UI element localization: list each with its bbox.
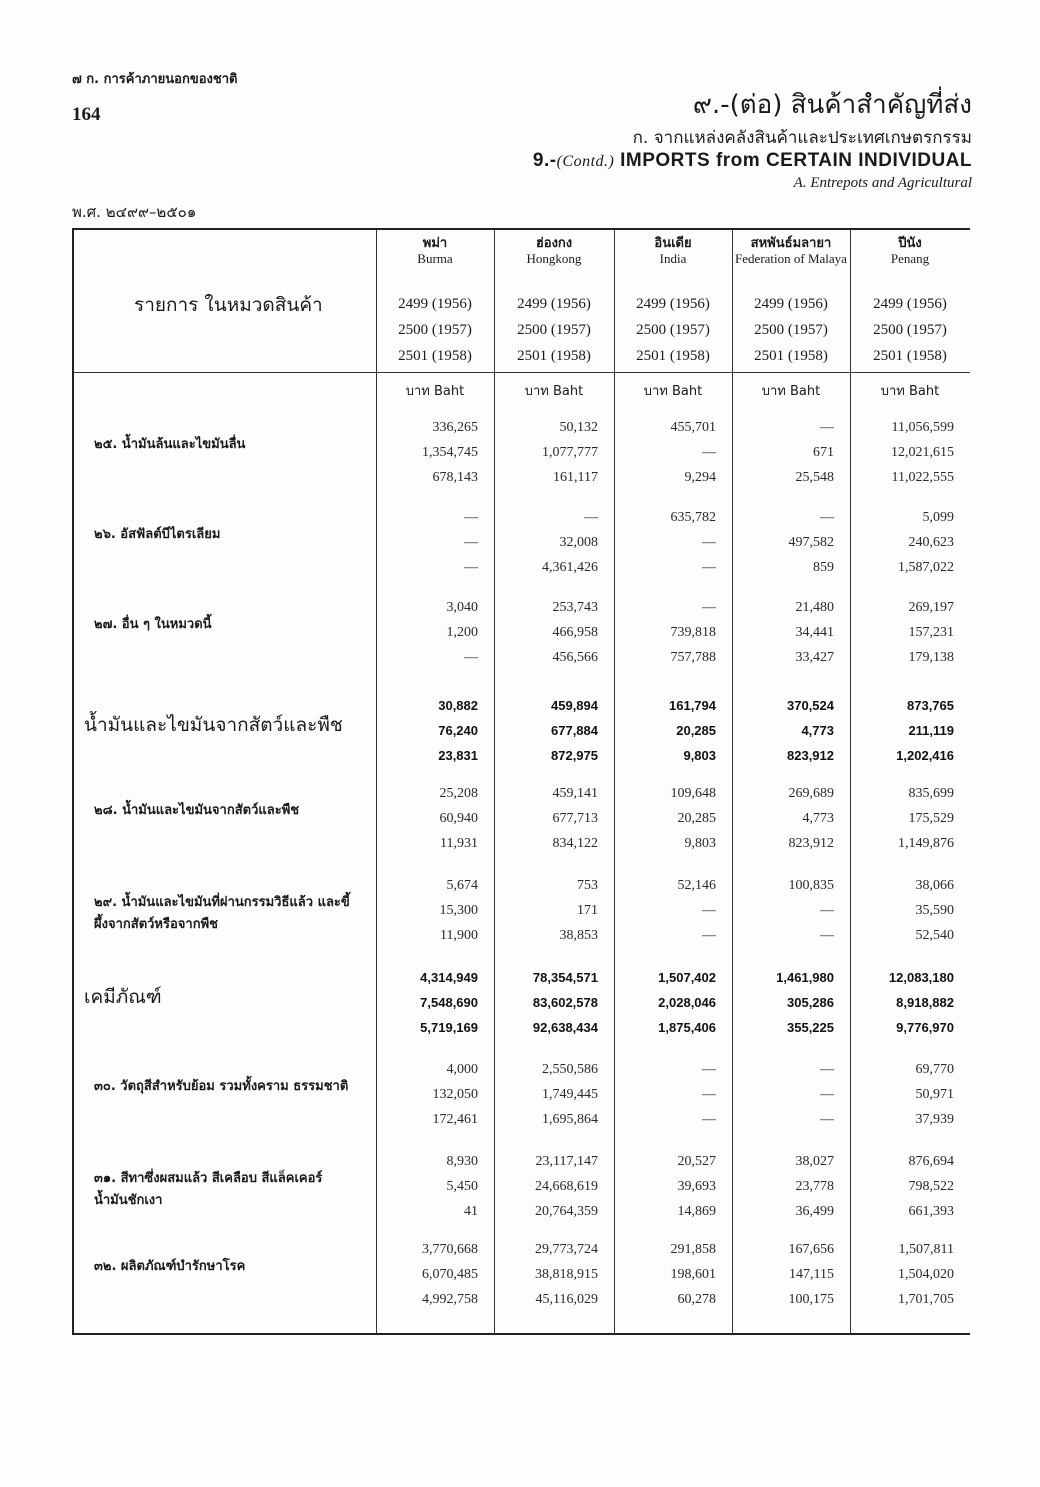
table-cell: — (464, 535, 478, 550)
imports-table (72, 228, 970, 1335)
table-cell: 823,912 (788, 836, 834, 851)
table-cell: 11,056,599 (891, 420, 954, 435)
item-label: ๓๐. วัตถุสีสำหรับย้อม รวมทั้งคราม ธรรมชาติ (94, 1079, 349, 1094)
section-label: ๗ ก. การค้าภายนอกของชาติ (72, 72, 238, 87)
table-cell: 38,066 (915, 878, 954, 893)
table-cell: 823,912 (787, 748, 834, 763)
table-cell: 211,119 (908, 723, 954, 738)
table-cell: 9,776,970 (896, 1020, 954, 1035)
column-header-thai: อินเดีย (654, 236, 692, 251)
table-cell: 157,231 (908, 625, 954, 640)
table-cell: 4,314,949 (420, 970, 478, 985)
table-cell: 9,294 (684, 470, 716, 485)
year-label: 2501 (1958) (517, 348, 591, 364)
unit-label: บาท Baht (524, 384, 584, 399)
year-label: 2500 (1957) (754, 322, 828, 338)
table-cell: 456,566 (552, 650, 598, 665)
table-cell: 1,461,980 (776, 970, 834, 985)
item-label: ๒๖. อัสฟัลต์บีไตรเลียม (94, 527, 221, 542)
table-cell: 50,971 (915, 1087, 954, 1102)
table-cell: 7,548,690 (420, 995, 478, 1010)
year-label: 2499 (1956) (398, 296, 472, 312)
page-number: 164 (72, 104, 101, 125)
table-cell: 1,875,406 (658, 1020, 716, 1035)
table-cell: 5,674 (446, 878, 478, 893)
table-cell: 872,975 (551, 748, 598, 763)
table-cell: — (702, 445, 716, 460)
table-cell: 459,894 (551, 698, 598, 713)
table-cell: 355,225 (787, 1020, 834, 1035)
table-cell: 1,701,705 (898, 1292, 954, 1307)
table-cell: 20,764,359 (535, 1204, 598, 1219)
column-header-thai: ฮ่องกง (535, 236, 573, 251)
table-cell: 677,713 (552, 811, 598, 826)
column-header-english: Burma (417, 251, 453, 266)
table-cell: 37,939 (915, 1112, 954, 1127)
table-cell: 9,803 (684, 836, 716, 851)
table-cell: — (702, 928, 716, 943)
table-cell: 2,550,586 (542, 1062, 598, 1077)
table-cell: 69,770 (915, 1062, 954, 1077)
table-cell: — (464, 510, 478, 525)
table-cell: 15,300 (439, 903, 478, 918)
table-cell: 41 (464, 1204, 478, 1219)
table-cell: 23,117,147 (535, 1154, 598, 1169)
table-cell: — (702, 560, 716, 575)
table-cell: 753 (577, 878, 598, 893)
table-cell: 147,115 (789, 1267, 834, 1282)
table-cell: 859 (813, 560, 834, 575)
column-header (494, 236, 614, 266)
table-cell: 1,200 (446, 625, 478, 640)
table-cell: 4,773 (802, 811, 834, 826)
table-cell: 8,930 (446, 1154, 478, 1169)
table-cell: 3,770,668 (422, 1242, 478, 1257)
table-cell: 1,202,416 (896, 748, 954, 763)
table-cell: — (702, 1087, 716, 1102)
table-cell: 167,656 (788, 1242, 834, 1257)
table-cell: — (820, 1062, 834, 1077)
year-label: 2499 (1956) (754, 296, 828, 312)
table-cell: — (820, 928, 834, 943)
table-cell: 1,504,020 (898, 1267, 954, 1282)
table-cell: 678,143 (432, 470, 478, 485)
table-cell: 269,689 (788, 786, 834, 801)
column-header-thai: ปีนัง (898, 236, 922, 251)
table-cell: 29,773,724 (535, 1242, 598, 1257)
table-cell: 835,699 (908, 786, 954, 801)
table-cell: — (702, 535, 716, 550)
table-cell: 834,122 (552, 836, 598, 851)
unit-label: บาท Baht (761, 384, 821, 399)
table-cell: 198,601 (670, 1267, 716, 1282)
table-cell: — (820, 1087, 834, 1102)
table-cell: 100,835 (788, 878, 834, 893)
table-cell: — (702, 1112, 716, 1127)
column-header (614, 236, 732, 266)
table-cell: 161,794 (669, 698, 716, 713)
item-label: ๒๙. น้ำมันและไขมันที่ผ่านกรรมวิธีแล้ว และขี้ผึ้งจากสัตว์หรือจากพืช (94, 895, 350, 932)
table-cell: 21,480 (795, 600, 834, 615)
table-cell: 757,788 (670, 650, 716, 665)
table-cell: 4,992,758 (422, 1292, 478, 1307)
table-cell: 25,208 (439, 786, 478, 801)
table-cell: 39,693 (677, 1179, 716, 1194)
table-cell: — (464, 650, 478, 665)
table-cell: 12,021,615 (891, 445, 954, 460)
table-cell: 36,499 (795, 1204, 834, 1219)
table-cell: 4,361,426 (542, 560, 598, 575)
table-cell: 739,818 (670, 625, 716, 640)
table-cell: 876,694 (908, 1154, 954, 1169)
title-thai: ๙.-(ต่อ) สินค้าสำคัญที่ส่ง (692, 90, 972, 120)
table-cell: 30,882 (438, 698, 478, 713)
table-cell: 34,441 (795, 625, 834, 640)
table-cell: 109,648 (670, 786, 716, 801)
year-label: 2499 (1956) (636, 296, 710, 312)
table-cell: 83,602,578 (532, 995, 598, 1010)
table-cell: 20,285 (677, 811, 716, 826)
column-header-english: Penang (890, 251, 930, 266)
item-label: ๓๑. สีทาซึ่งผสมแล้ว สีเคลือบ สีแล็คเคอร์ น้ำมันชักเงา (94, 1171, 323, 1208)
table-cell: 38,853 (559, 928, 598, 943)
column-header-english: India (659, 251, 687, 266)
table-cell: — (464, 560, 478, 575)
table-cell: 1,507,402 (658, 970, 716, 985)
table-cell: 132,050 (432, 1087, 478, 1102)
item-label: ๓๒. ผลิตภัณฑ์บำรักษาโรค (94, 1259, 246, 1274)
table-cell: 100,175 (788, 1292, 834, 1307)
table-cell: 873,765 (907, 698, 954, 713)
year-label: 2500 (1957) (398, 322, 472, 338)
category-total-label: น้ำมันและไขมันจากสัตว์และพืช (84, 714, 343, 736)
table-cell: 677,884 (551, 723, 598, 738)
subtitle-thai: ก. จากแหล่งคลังสินค้าและประเทศเกษตรกรรม (632, 128, 972, 148)
table-cell: 38,027 (795, 1154, 834, 1169)
year-label: 2501 (1958) (398, 348, 472, 364)
items-header: รายการ ในหมวดสินค้า (134, 294, 323, 316)
table-cell: — (702, 1062, 716, 1077)
column-header-english: Federation of Malaya (735, 251, 847, 266)
year-label: 2501 (1958) (636, 348, 710, 364)
table-cell: 25,548 (795, 470, 834, 485)
table-cell: 1,507,811 (898, 1242, 954, 1257)
table-cell: — (820, 1112, 834, 1127)
table-cell: — (702, 903, 716, 918)
unit-label: บาท Baht (880, 384, 940, 399)
title-english (533, 150, 972, 172)
table-cell: 92,638,434 (532, 1020, 598, 1035)
item-label: ๒๘. น้ำมันและไขมันจากสัตว์และพืช (94, 803, 300, 818)
subtitle-english: A. Entrepots and Agricultural (793, 175, 972, 191)
table-cell: 4,773 (801, 723, 834, 738)
table-cell: 635,782 (670, 510, 716, 525)
table-cell: 6,070,485 (422, 1267, 478, 1282)
table-cell: 45,116,029 (535, 1292, 598, 1307)
column-header-thai: พม่า (422, 236, 448, 251)
table-cell: 2,028,046 (658, 995, 716, 1010)
table-cell: 370,524 (787, 698, 834, 713)
table-cell: 253,743 (552, 600, 598, 615)
table-cell: 455,701 (670, 420, 716, 435)
table-cell: 661,393 (908, 1204, 954, 1219)
table-cell: 60,278 (677, 1292, 716, 1307)
year-label: 2501 (1958) (873, 348, 947, 364)
column-header-english: Hongkong (526, 251, 582, 266)
item-label: ๒๗. อื่น ๆ ในหมวดนี้ (94, 617, 212, 632)
table-cell: 9,803 (683, 748, 716, 763)
table-cell: 11,931 (440, 836, 478, 851)
table-cell: — (820, 420, 834, 435)
table-cell: 23,778 (795, 1179, 834, 1194)
table-cell: 305,286 (787, 995, 834, 1010)
year-label: 2500 (1957) (636, 322, 710, 338)
table-cell: — (702, 600, 716, 615)
table-cell: 4,000 (446, 1062, 478, 1077)
title-contd: (Contd.) (556, 153, 615, 170)
year-label: 2501 (1958) (754, 348, 828, 364)
table-cell: 60,940 (439, 811, 478, 826)
unit-label: บาท Baht (643, 384, 703, 399)
year-label: 2500 (1957) (873, 322, 947, 338)
column-header (376, 236, 494, 266)
table-cell: 38,818,915 (535, 1267, 598, 1282)
table-cell: 23,831 (438, 748, 478, 763)
table-cell: 8,918,882 (896, 995, 954, 1010)
table-cell: 5,719,169 (420, 1020, 478, 1035)
year-label: 2499 (1956) (873, 296, 947, 312)
table-cell: 14,869 (677, 1204, 716, 1219)
table-cell: 12,083,180 (888, 970, 954, 985)
table-cell: 76,240 (438, 723, 478, 738)
table-cell: — (820, 510, 834, 525)
table-cell: 179,138 (908, 650, 954, 665)
table-cell: 291,858 (670, 1242, 716, 1257)
table-cell: 78,354,571 (532, 970, 598, 985)
table-cell: 5,099 (922, 510, 954, 525)
table-cell: 798,522 (908, 1179, 954, 1194)
table-cell: 1,749,445 (542, 1087, 598, 1102)
table-cell: 35,590 (915, 903, 954, 918)
table-cell: 33,427 (795, 650, 834, 665)
table-cell: 11,900 (440, 928, 478, 943)
table-cell: 52,540 (915, 928, 954, 943)
table-cell: 171 (577, 903, 598, 918)
table-cell: 1,587,022 (898, 560, 954, 575)
category-total-label: เคมีภัณฑ์ (84, 986, 162, 1008)
table-cell: — (584, 510, 598, 525)
table-cell: 11,022,555 (891, 470, 954, 485)
table-cell: 240,623 (908, 535, 954, 550)
table-cell: 175,529 (908, 811, 954, 826)
column-header-thai: สหพันธ์มลายา (750, 236, 832, 251)
table-cell: 459,141 (552, 786, 598, 801)
table-cell: 20,527 (677, 1154, 716, 1169)
table-cell: 32,008 (559, 535, 598, 550)
title-number: 9.- (532, 150, 557, 171)
table-cell: 24,668,619 (535, 1179, 598, 1194)
table-cell: 161,117 (553, 470, 598, 485)
unit-label: บาท Baht (405, 384, 465, 399)
table-cell: 1,077,777 (542, 445, 598, 460)
column-header (732, 236, 850, 266)
table-cell: 1,149,876 (898, 836, 954, 851)
item-label: ๒๕. น้ำมันล้นและไขมันลื่น (94, 437, 246, 452)
header-divider (74, 372, 970, 373)
table-cell: 336,265 (432, 420, 478, 435)
year-label: 2500 (1957) (517, 322, 591, 338)
table-cell: 5,450 (446, 1179, 478, 1194)
table-cell: 497,582 (788, 535, 834, 550)
table-cell: 20,285 (676, 723, 716, 738)
table-cell: 50,132 (559, 420, 598, 435)
table-cell: 1,695,864 (542, 1112, 598, 1127)
table-cell: 1,354,745 (422, 445, 478, 460)
table-cell: 52,146 (677, 878, 716, 893)
table-cell: 269,197 (908, 600, 954, 615)
years-range: พ.ศ. ๒๔๙๙–๒๕๐๑ (72, 203, 197, 221)
table-cell: 671 (813, 445, 834, 460)
table-cell: 172,461 (432, 1112, 478, 1127)
table-cell: — (820, 903, 834, 918)
table-cell: 3,040 (446, 600, 478, 615)
column-header (850, 236, 970, 266)
table-cell: 466,958 (552, 625, 598, 640)
year-label: 2499 (1956) (517, 296, 591, 312)
title-main: IMPORTS from CERTAIN INDIVIDUAL (620, 150, 972, 171)
